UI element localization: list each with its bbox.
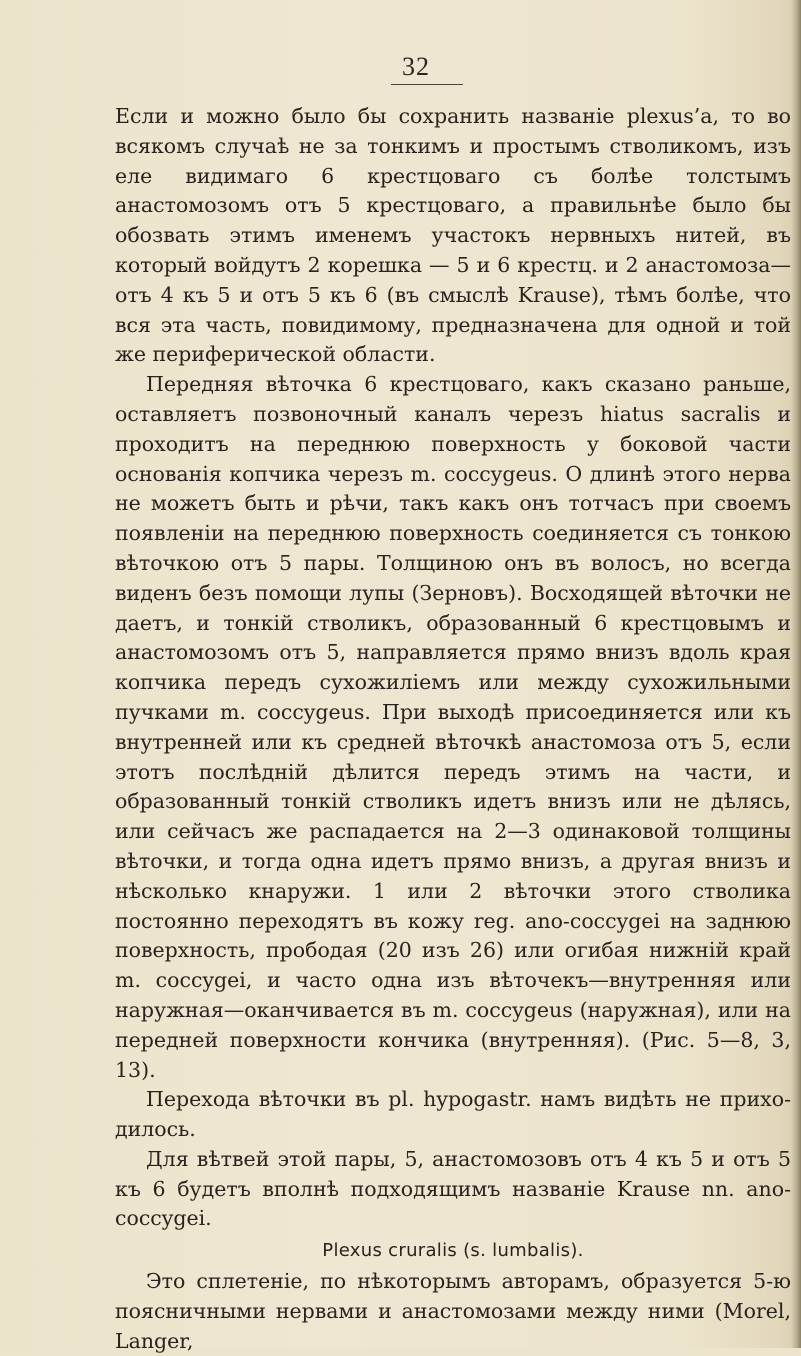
- body-text: [115, 102, 791, 1356]
- page-edge-shadow: [791, 0, 801, 1348]
- page-number-rule: [391, 84, 463, 85]
- paragraph-naming: Для вѣтвей этой пары, 5, анастомозовъ отъ 4 къ 5 и отъ 5 къ 6 будетъ вполнѣ подходящимъ названіе Krause nn. ano-coccygei.: [115, 1146, 791, 1231]
- paragraph-anterior-branch: Передняя вѣточка 6 крестцоваго, какъ сказано раньше, оставляетъ позвоночный каналъ черезъ hiatus sacralis и проходитъ на переднюю поверхность у боковой части основанія копчика черезъ m. coccygeus. О длинѣ этого нерва не можетъ быть и рѣчи, такъ какъ онъ тотчасъ при своемъ появленіи на переднюю поверхность соединяется съ тонкою вѣточкою отъ 5 пары. Толщиною онъ въ волосъ, но всегда виденъ безъ помощи лупы (Зерновъ). Восходящей вѣточки не даетъ, и тонкій стволикъ, образованный 6 крестцовымъ и анастомозомъ отъ 5, направляется прямо внизъ вдоль края копчика передъ сухожиліемъ или между сухожильными пучками m. coccygeus. При выходѣ присоединяется или къ внутренней или къ средней вѣточкѣ анастомоза отъ 5, если этотъ послѣдній дѣлится передъ этимъ на части, и образованный тонкій стволикъ идетъ внизъ или не дѣлясь, или сейчасъ же распадается на 2—3 одинаковой толщины вѣточки, и тогда одна идетъ прямо внизъ, а другая внизъ и нѣсколько кнаружи. 1 или 2 вѣточки этого стволика постоянно переходятъ въ кожу reg. ano-coccygei на заднюю поверхность, прободая (20 изъ 26) или огибая нижній край m. coccygei, и часто одна изъ вѣточекъ—внутренняя или наружная—оканчивается въ m. coccygeus (наружная), или на передней поверхности кончика (внутренняя). (Рис. 5—8, 3, 13).: [115, 372, 791, 1082]
- section-heading: Plexus cruralis (s. lumbalis).: [322, 1240, 584, 1262]
- paragraph-plexus-cruralis: Это сплетеніе, по нѣкоторымъ авторамъ, образуется 5-ю поясничными нервами и анастомозами между ними (Morel, Langer,: [115, 1269, 791, 1353]
- paragraph-hypogastric: Перехода вѣточки въ pl. hypogastr. намъ видѣть не приходилось.: [115, 1087, 791, 1142]
- page-number: 32: [402, 52, 430, 81]
- paragraph-plexus-name: Если и можно было бы сохранить названіе plexus’а, то во всякомъ случаѣ не за тонкимъ и простымъ стволикомъ, изъ еле видимаго 6 крестцоваго съ болѣе толстымъ анастомозомъ отъ 5 крестцоваго, а правильнѣе было бы обозвать этимъ именемъ участокъ нервныхъ нитей, въ который войдутъ 2 корешка — 5 и 6 крестц. и 2 анастомоза—отъ 4 къ 5 и отъ 5 къ 6 (въ смыслѣ Krause), тѣмъ болѣе, что вся эта часть, повидимому, предназначена для одной и той же периферической области.: [115, 104, 791, 367]
